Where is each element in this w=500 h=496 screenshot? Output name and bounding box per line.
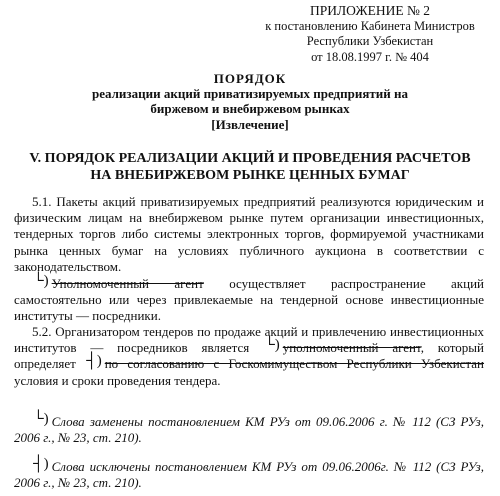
paragraph-5-2-text-a: 5.2. Организатором тендеров по продаже акций и привлечению инвестиционных институтов — посредников является xyxy=(14,324,484,356)
paragraph-5-1-text: 5.1. Пакеты акций приватизируемых предприятий реализуются юридическим и физическим лицам на внебиржевом рынке путем организации инвестиционных, тендерных торгов либо системы электронных торгов, формируемой участниками рынка ценных бумаг на условиях публичного аукциона в соответствии с законодательством. xyxy=(14,194,484,274)
struck-text: уполномоченный агент xyxy=(282,340,421,356)
appendix-date: от 18.08.1997 г. № 404 xyxy=(311,49,429,64)
struck-text: Уполномоченный агент xyxy=(51,276,204,291)
section-title-line2: НА ВНЕБИРЖЕВОМ РЫНКЕ ЦЕННЫХ БУМАГ xyxy=(90,168,410,183)
order-title xyxy=(0,71,500,132)
replaced-words-marker: └) xyxy=(33,273,49,289)
removed-words-marker: ┤) xyxy=(86,353,102,370)
order-extract-label: [Извлечение] xyxy=(211,116,289,132)
order-subtitle-line2: биржевом и внебиржевом рынках xyxy=(150,101,350,117)
paragraph-5-2 xyxy=(14,324,484,389)
footnote-replaced-text: Слова заменены постановлением КМ РУз от 09.06.2006 г. № 112 (СЗ РУз, 2006 г., № 23, ст. 210). xyxy=(14,414,484,446)
footnote-removed-text: Слова исключены постановлением КМ РУз от 09.06.2006г. № 112 (СЗ РУз, 2006 г., № 23, ст. 210). xyxy=(14,459,484,491)
appendix-header xyxy=(250,3,490,65)
paragraph-5-2-text-b: , который определяет xyxy=(14,340,484,372)
struck-text: по согласованию с Госкомимуществом Республики Узбекистан xyxy=(104,356,485,372)
appendix-country: Республики Узбекистан xyxy=(306,34,434,48)
footnote-removed xyxy=(14,456,484,491)
order-subtitle-line1: реализации акций приватизируемых предприятий на xyxy=(92,86,408,102)
paragraph-5-1 xyxy=(14,194,484,275)
appendix-number: ПРИЛОЖЕНИЕ № 2 xyxy=(309,3,431,18)
removed-words-marker: ┤) xyxy=(33,456,49,472)
paragraph-agent xyxy=(14,273,484,325)
appendix-decree: к постановлению Кабинета Министров xyxy=(265,18,475,33)
section-title xyxy=(0,150,500,184)
paragraph-5-2-text-c: условия и сроки проведения тендера. xyxy=(14,372,221,388)
order-heading: ПОРЯДОК xyxy=(213,71,287,86)
replaced-words-marker: └) xyxy=(33,411,49,427)
replaced-words-marker: └) xyxy=(264,337,280,354)
section-title-line1: V. ПОРЯДОК РЕАЛИЗАЦИИ АКЦИЙ И ПРОВЕДЕНИЯ РАСЧЕТОВ xyxy=(29,151,471,166)
footnote-replaced xyxy=(14,411,484,446)
paragraph-agent-text: осуществляет распространение акций самостоятельно или через привлекаемые на тендерной основе инвестиционные институты — посредники. xyxy=(14,276,484,324)
